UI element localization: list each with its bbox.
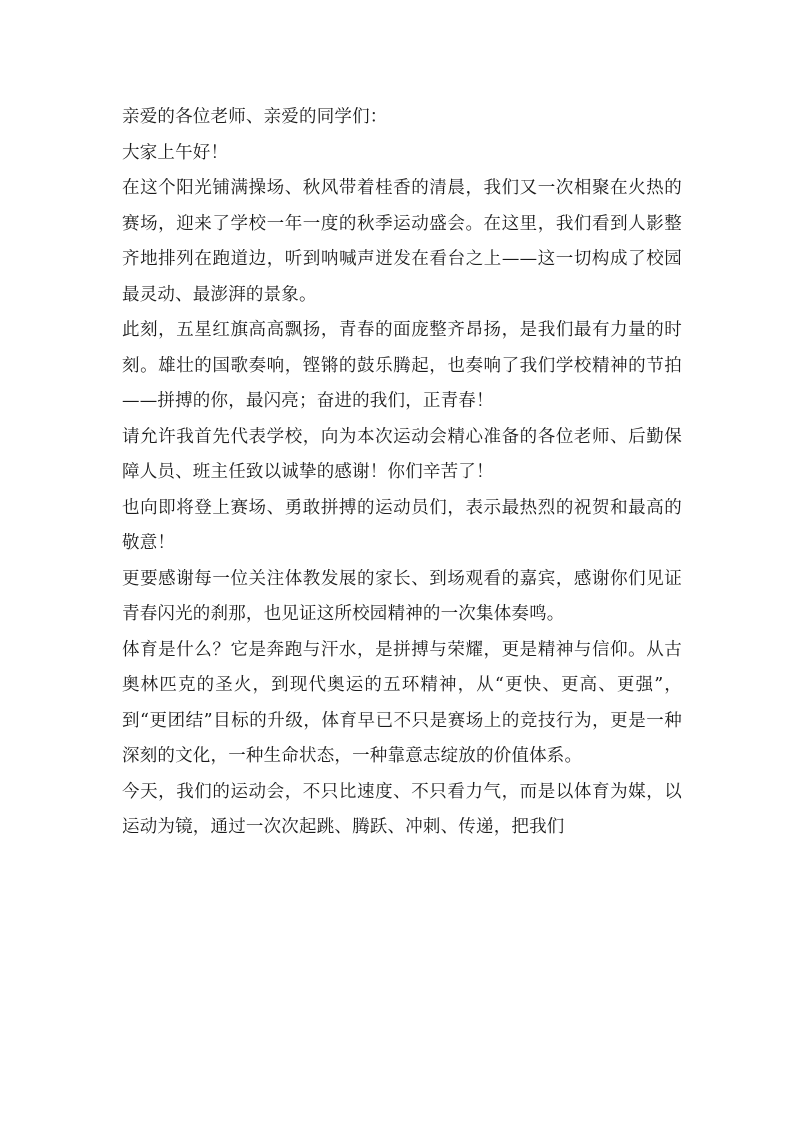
paragraph-thanks-staff: 请允许我首先代表学校，向为本次运动会精心准备的各位老师、后勤保障人员、班主任致以诚挚的感谢！你们辛苦了！ [122, 426, 682, 482]
paragraph-opening: 在这个阳光铺满操场、秋风带着桂香的清晨，我们又一次相聚在火热的赛场，迎来了学校一年一度的秋季运动盛会。在这里，我们看到人影整齐地排列在跑道边，听到呐喊声迸发在看台之上——这一切构成了校园最灵动、最澎湃的景象。 [122, 178, 682, 305]
paragraph-thanks-guests: 更要感谢每一位关注体教发展的家长、到场观看的嘉宾，感谢你们见证青春闪光的刹那，也见证这所校园精神的一次集体奏鸣。 [122, 568, 682, 624]
paragraph-what-is-sport: 体育是什么？它是奔跑与汗水，是拼搏与荣耀，更是精神与信仰。从古奥林匹克的圣火，到现代奥运的五环精神，从“更快、更高、更强”，到“更团结”目标的升级，体育早已不只是赛场上的竞技行为，更是一种深刻的文化，一种生命状态，一种靠意志绽放的价值体系。 [122, 639, 682, 766]
paragraph-flag: 此刻，五星红旗高高飘扬，青春的面庞整齐昂扬，是我们最有力量的时刻。雄壮的国歌奏响，铿锵的鼓乐腾起，也奏响了我们学校精神的节拍——拼搏的你，最闪亮；奋进的我们，正青春！ [122, 320, 682, 411]
paragraph-today: 今天，我们的运动会，不只比速度、不只看力气，而是以体育为媒，以运动为镜，通过一次次起跳、腾跃、冲刺、传递，把我们 [122, 781, 682, 837]
greeting: 大家上午好！ [122, 142, 229, 163]
salutation: 亲爱的各位老师、亲爱的同学们： [122, 107, 388, 127]
document-body [122, 100, 682, 846]
paragraph-athletes: 也向即将登上赛场、勇敢拼搏的运动员们，表示最热烈的祝贺和最高的敬意！ [122, 497, 682, 553]
